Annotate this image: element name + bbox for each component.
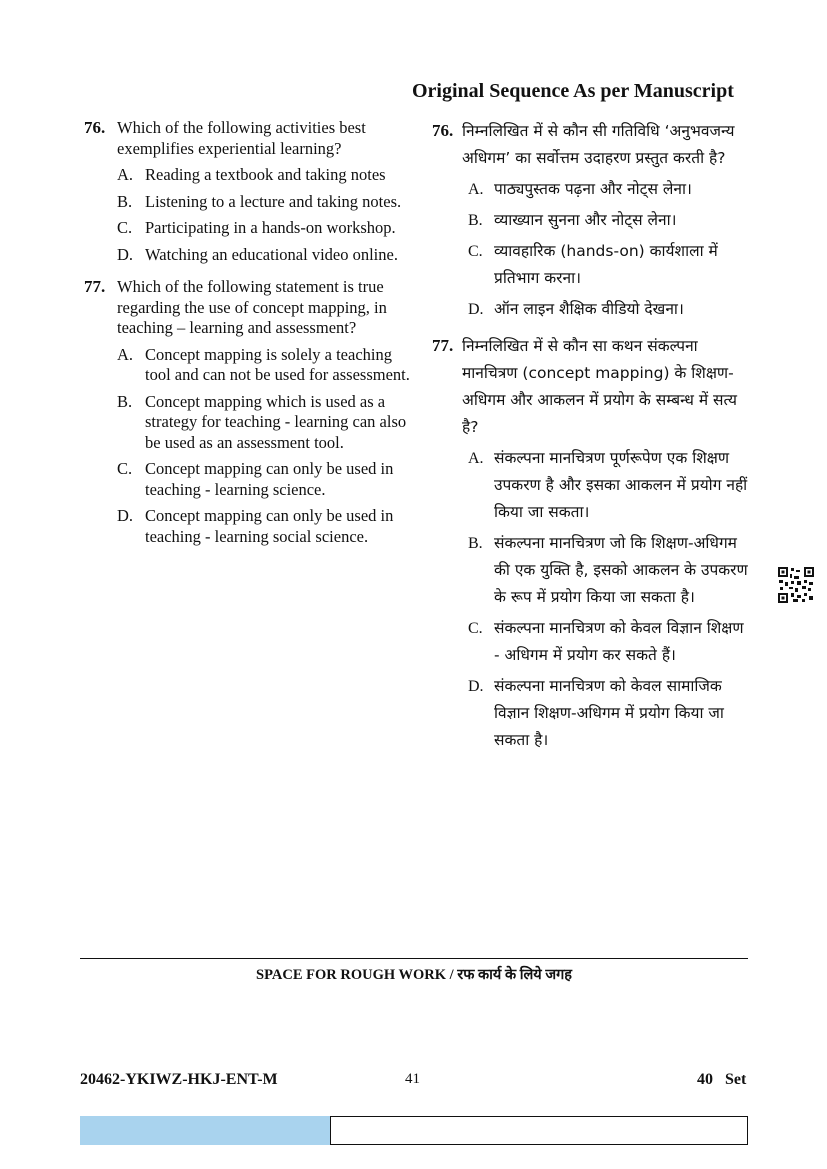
option-label: C. (468, 620, 483, 637)
option-label: B. (468, 212, 483, 229)
question-text: Which of the following statement is true regarding the use of concept mapping, in teaching – learning and assessment? (117, 277, 387, 337)
option-label: D. (117, 244, 134, 264)
option-label: C. (468, 243, 483, 260)
option-b (468, 207, 750, 234)
option-label: B. (468, 535, 483, 552)
question-77-hi (432, 333, 750, 441)
option-text: संकल्पना मानचित्रण पूर्णरूपेण एक शिक्षण उपकरण है और इसका आकलन में प्रयोग नहीं किया जा सकता। (494, 449, 748, 521)
option-b (117, 392, 414, 454)
question-76-hi (432, 118, 750, 172)
question-number: 76. (432, 121, 454, 140)
option-text: व्यावहारिक (hands-on) कार्यशाला में प्रतिभाग करना। (494, 242, 718, 287)
option-label: D. (468, 301, 484, 318)
set-label: 40 Set (697, 1071, 747, 1088)
option-text: Reading a textbook and taking notes (145, 165, 386, 184)
option-label: C. (117, 218, 133, 237)
option-text: पाठ्यपुस्तक पढ़ना और नोट्स लेना। (494, 180, 692, 198)
english-column (84, 118, 414, 547)
page-number: 41 (405, 1071, 420, 1087)
option-d (117, 245, 414, 266)
booklet-code: 20462-YKIWZ-HKJ-ENT-M (80, 1071, 278, 1088)
option-a (468, 445, 750, 526)
option-label: A. (117, 344, 134, 364)
question-text: निम्नलिखित में से कौन सी गतिविधि ‘अनुभवजन्य अधिगम’ का सर्वोत्तम उदाहरण प्रस्तुत करती है? (462, 122, 735, 167)
option-text: Concept mapping can only be used in teaching - learning science. (145, 459, 394, 499)
option-c (117, 459, 414, 500)
option-d (468, 296, 750, 323)
option-label: A. (117, 165, 134, 184)
option-d (468, 673, 750, 754)
option-a (468, 176, 750, 203)
option-a (117, 345, 414, 386)
question-text: निम्नलिखित में से कौन सा कथन संकल्पना मानचित्रण (concept mapping) के शिक्षण-अधिगम और आकलन में प्रयोग के सम्बन्ध में सत्य है? (462, 337, 738, 436)
option-b (117, 192, 414, 213)
option-text: Concept mapping can only be used in teaching - learning social science. (145, 506, 394, 546)
option-text: Concept mapping which is used as a strategy for teaching - learning can also be used as an assessment tool. (145, 391, 407, 452)
blank-box (330, 1116, 748, 1145)
option-c (468, 238, 750, 292)
option-text: ऑन लाइन शैक्षिक वीडियो देखना। (494, 300, 684, 318)
question-number: 77. (84, 277, 106, 296)
question-text: Which of the following activities best exemplifies experiential learning? (117, 118, 366, 158)
question-77-en (84, 277, 414, 339)
option-a (117, 165, 414, 186)
option-text: संकल्पना मानचित्रण को केवल विज्ञान शिक्षण - अधिगम में प्रयोग कर सकते हैं। (494, 619, 744, 664)
divider (80, 958, 748, 959)
option-text: Concept mapping is solely a teaching tool and can not be used for assessment. (145, 344, 410, 384)
option-c (117, 218, 414, 239)
option-label: A. (468, 181, 484, 198)
option-label: B. (117, 191, 133, 211)
page-title: Original Sequence As per Manuscript (412, 80, 734, 102)
rough-work-label: SPACE FOR ROUGH WORK / रफ कार्य के लिये जगह (256, 967, 572, 983)
option-label: B. (117, 391, 133, 411)
hindi-column (432, 118, 750, 754)
question-76-en (84, 118, 414, 159)
option-text: संकल्पना मानचित्रण जो कि शिक्षण-अधिगम की एक युक्ति है, इसको आकलन के उपकरण के रूप में प्रयोग किया जा सकता है। (494, 534, 748, 606)
qr-code-icon (777, 566, 815, 604)
question-number: 77. (432, 336, 454, 355)
option-text: Participating in a hands-on workshop. (145, 218, 396, 237)
option-label: C. (117, 459, 133, 478)
option-label: D. (468, 678, 484, 695)
option-d (117, 506, 414, 547)
option-label: A. (468, 450, 484, 467)
option-c (468, 615, 750, 669)
color-band (80, 1116, 330, 1145)
option-label: D. (117, 506, 134, 525)
option-b (468, 530, 750, 611)
option-text: व्याख्यान सुनना और नोट्स लेना। (494, 211, 677, 229)
option-text: Listening to a lecture and taking notes. (145, 191, 402, 211)
question-number: 76. (84, 118, 106, 137)
option-text: Watching an educational video online. (145, 244, 398, 264)
option-text: संकल्पना मानचित्रण को केवल सामाजिक विज्ञान शिक्षण-अधिगम में प्रयोग किया जा सकता है। (494, 677, 724, 749)
